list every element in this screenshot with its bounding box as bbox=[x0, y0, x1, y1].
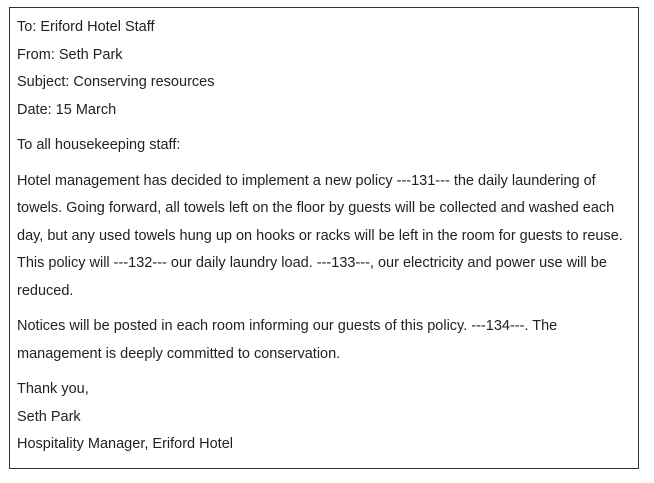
memo-to-line: To: Eriford Hotel Staff bbox=[17, 19, 155, 35]
memo-greeting: To all housekeeping staff: bbox=[17, 137, 181, 153]
memo-subject-line: Subject: Conserving resources bbox=[17, 74, 215, 90]
memo-signature-name: Seth Park bbox=[17, 408, 81, 425]
memo-document bbox=[9, 7, 639, 469]
memo-from-line: From: Seth Park bbox=[17, 46, 123, 63]
memo-signature-title: Hospitality Manager, Eriford Hotel bbox=[17, 436, 233, 452]
memo-closing: Thank you, bbox=[17, 381, 89, 397]
memo-paragraph-1: Hotel management has decided to implement a new policy ---131--- the daily laundering of towels. Going forward, all towels left on the floor by guests will be collected and washed each day, but any used towels hung up on hooks or racks will be left in the room for guests to reuse. This policy will ---132--- our daily laundry load. ---133---, our electricity and power use will be reduced. bbox=[17, 172, 623, 299]
memo-paragraph-2: Notices will be posted in each room informing our guests of this policy. ---134---. The management is deeply committed to conservation. bbox=[17, 318, 558, 362]
memo-date-line: Date: 15 March bbox=[17, 101, 117, 118]
